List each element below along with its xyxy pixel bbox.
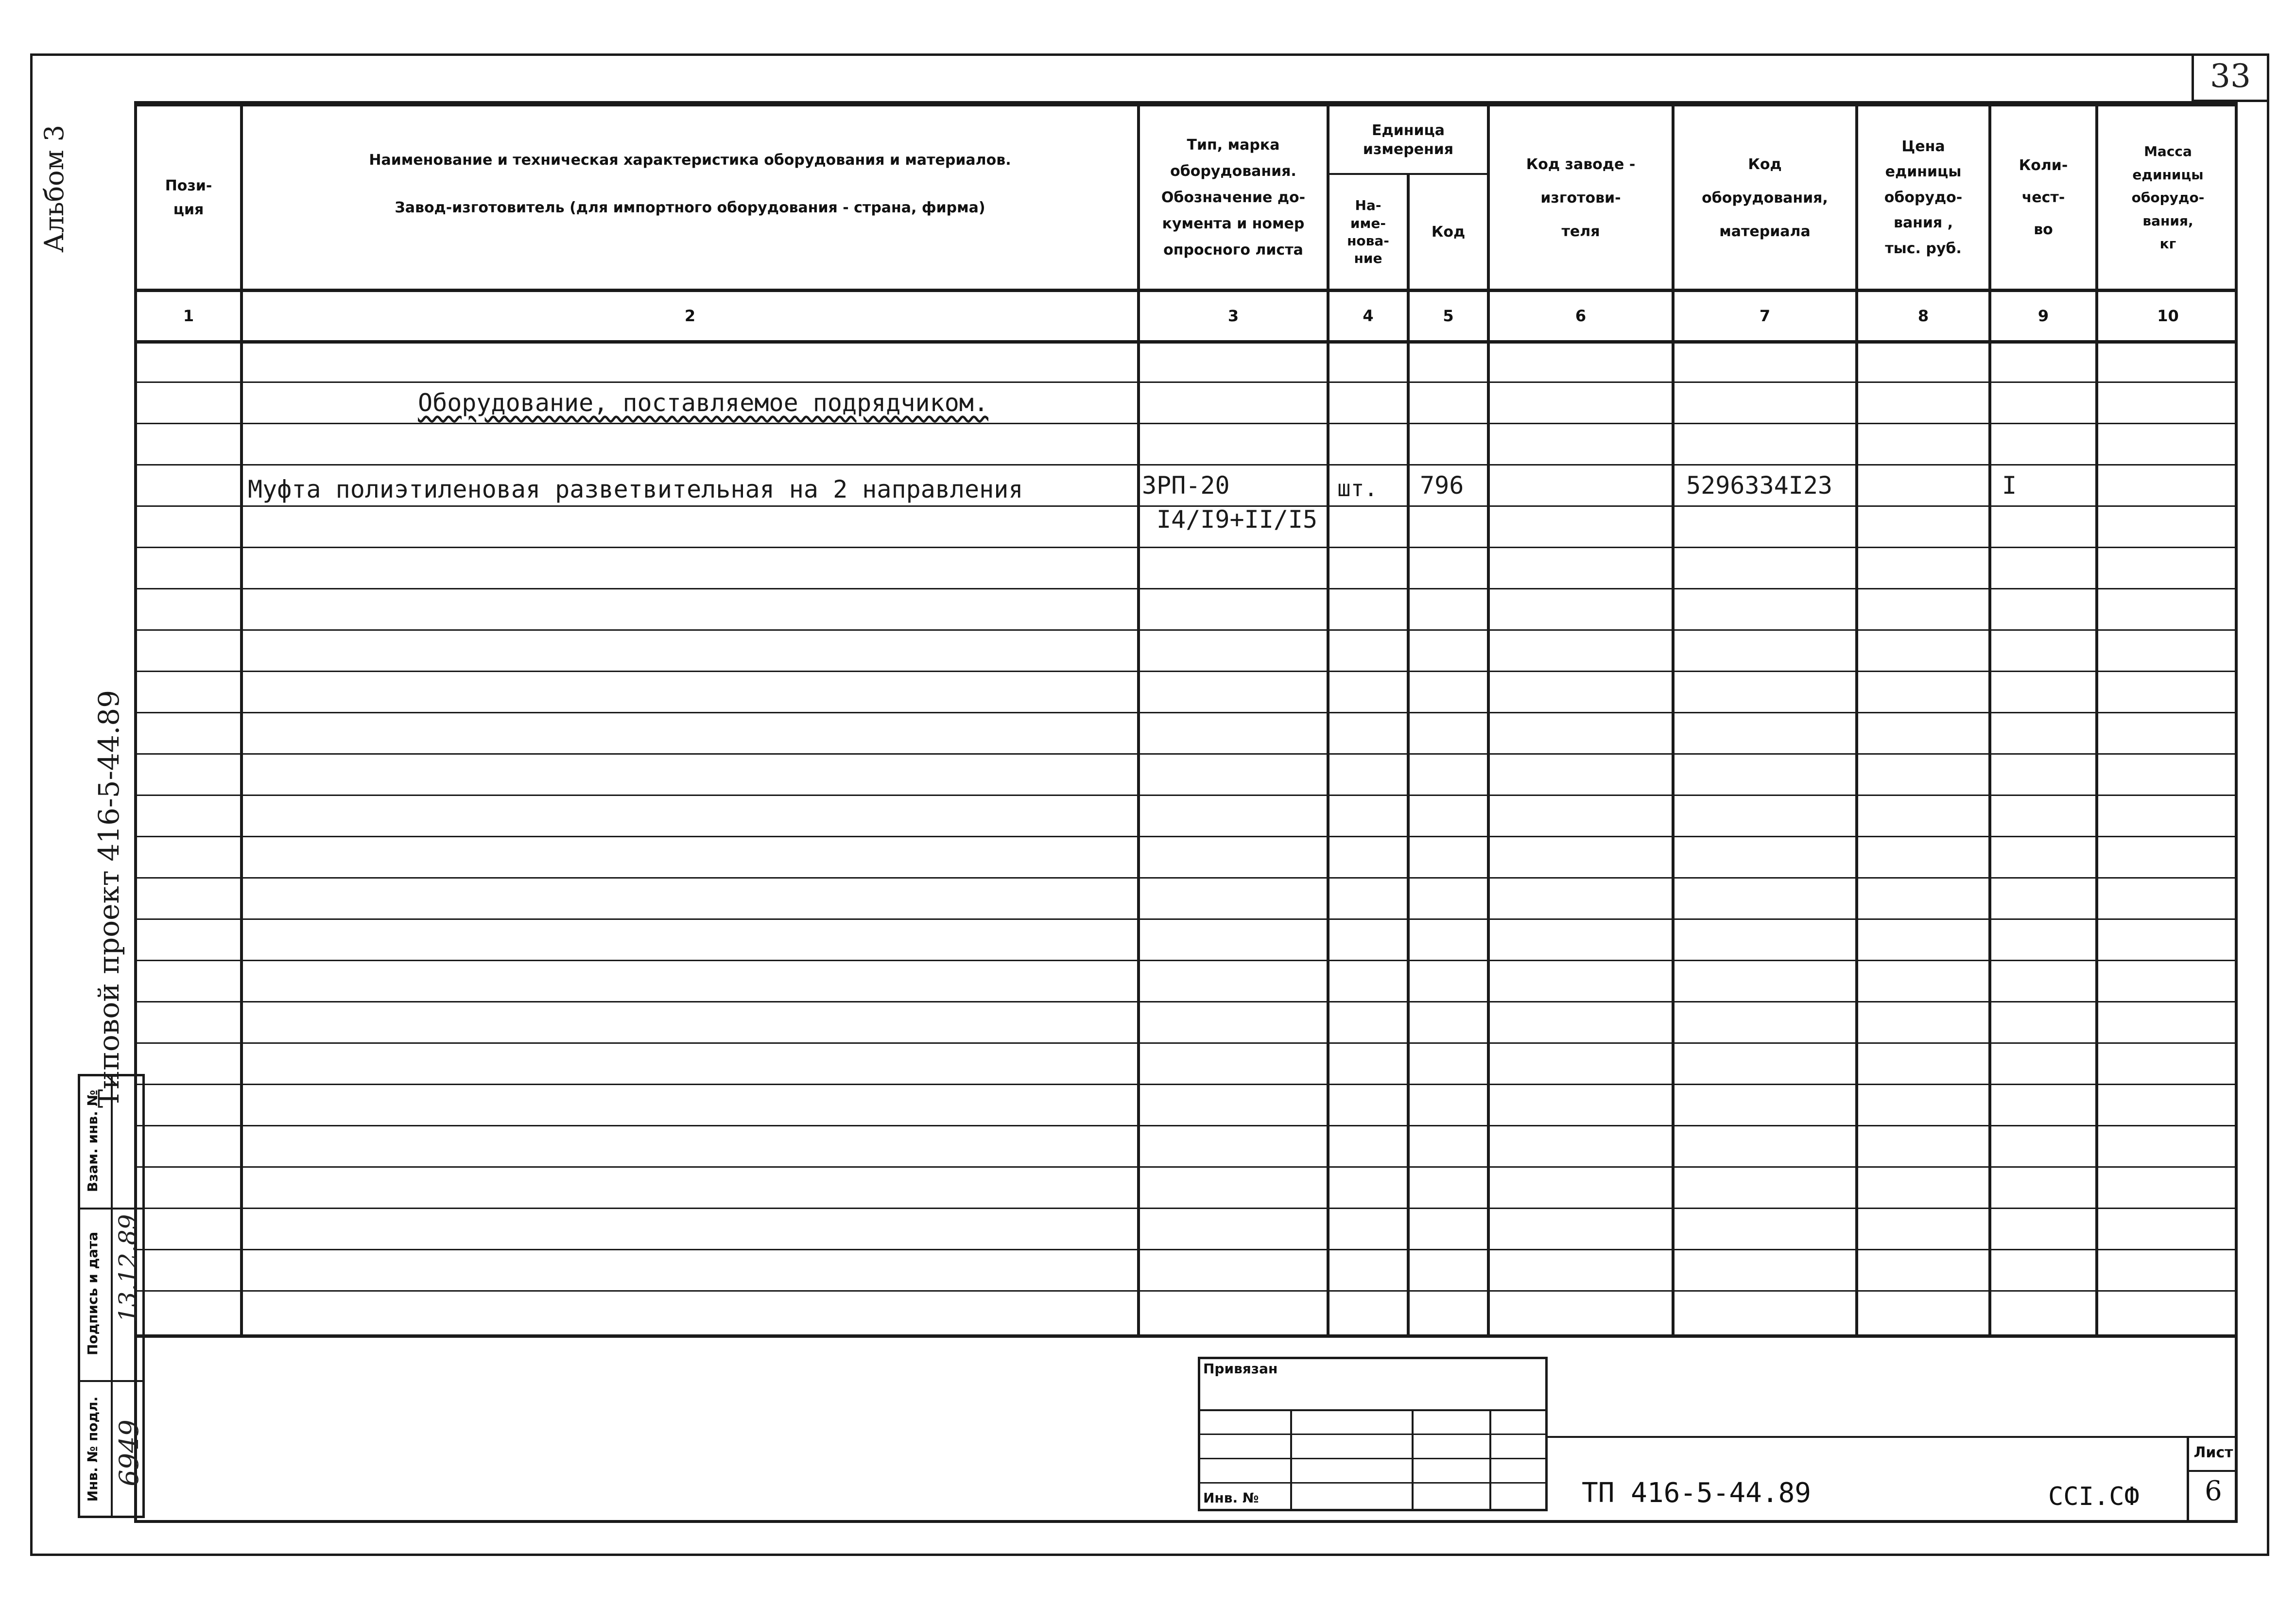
header-unit-code: Код	[1431, 224, 1466, 241]
colnum-bottom-line	[136, 340, 2238, 344]
column-number: 4	[1363, 307, 1374, 325]
column-number: 6	[1575, 307, 1587, 325]
code-suffix: ССI.СФ	[2048, 1482, 2140, 1511]
item-name: Муфта полиэтиленовая разветвительная на 2 направления	[248, 475, 1023, 503]
stamp-label-replace-inv: Взам. инв. №	[85, 1089, 101, 1192]
side-stamp-sep	[78, 1380, 145, 1382]
row-line	[136, 423, 2238, 424]
section-title: Оборудование, поставляемое подрядчиком.	[418, 389, 988, 417]
row-line	[136, 671, 2238, 672]
col-line	[240, 103, 243, 1337]
header-name-line1: Наименование и техническая характеристика оборудования и материалов.	[369, 152, 1011, 169]
row-line	[136, 1125, 2238, 1126]
item-type-line1: ЗРП-20	[1142, 471, 1230, 500]
row-line	[136, 588, 2238, 589]
side-stamp-sep	[78, 1208, 145, 1210]
title-block-line	[1548, 1436, 2238, 1438]
col-line	[1407, 173, 1410, 1337]
header-quantity: Коли- чест- во	[2019, 157, 2068, 238]
column-number: 5	[1443, 307, 1454, 325]
document-code: ТП 416-5-44.89	[1582, 1477, 1812, 1509]
inv-label: Инв. №	[1203, 1490, 1259, 1506]
column-number: 8	[1917, 307, 1929, 325]
project-label: Типовой проект 416-5-44.89	[92, 690, 125, 1108]
header-unit-name: На- име- нова- ние	[1347, 197, 1389, 267]
stamp-label-sign-date: Подпись и дата	[85, 1231, 101, 1356]
stamp-sign-date: 13.12.89	[114, 1214, 142, 1323]
row-line	[136, 753, 2238, 755]
sheet-label: Лист	[2193, 1444, 2233, 1461]
row-line	[136, 381, 2238, 383]
privyazan-line	[1198, 1458, 1548, 1459]
side-stamp-divider	[111, 1074, 113, 1518]
header-type: Тип, марка оборудования. Обозначение до- кумента и номер опросного листа	[1161, 137, 1306, 259]
row-line	[136, 918, 2238, 920]
row-line	[136, 712, 2238, 713]
item-unit-name: шт.	[1337, 475, 1378, 501]
column-number: 7	[1759, 307, 1771, 325]
row-line	[136, 1249, 2238, 1250]
row-line	[136, 836, 2238, 837]
header-unit-group: Единица измерения	[1363, 122, 1454, 158]
privyazan-label: Привязан	[1203, 1361, 1278, 1377]
item-equipment-code: 5296334I23	[1686, 471, 1833, 500]
column-number: 2	[684, 307, 696, 325]
row-line	[136, 1166, 2238, 1168]
header-price: Цена единицы оборудо- вания , тыс. руб.	[1884, 138, 1963, 257]
column-number: 1	[183, 307, 194, 325]
column-number: 3	[1227, 307, 1239, 325]
header-equipment-code: Код оборудования, материала	[1702, 156, 1828, 240]
header-factory-code: Код заводе - изготови- теля	[1526, 156, 1636, 240]
row-line	[136, 547, 2238, 548]
privyazan-line	[1198, 1409, 1548, 1411]
row-line	[136, 1290, 2238, 1292]
sheet-box-sep	[2187, 1470, 2238, 1472]
row-line	[136, 464, 2238, 466]
column-number: 10	[2157, 307, 2179, 325]
row-line	[136, 795, 2238, 796]
privyazan-col	[1489, 1409, 1491, 1511]
stamp-inv-number: 6949	[114, 1419, 144, 1486]
item-type-line2: I4/I9+II/I5	[1157, 505, 1318, 534]
table-top-line	[136, 103, 2238, 106]
sheet-number: 6	[2205, 1475, 2222, 1507]
header-position: Пози- ция	[165, 177, 212, 218]
privyazan-col	[1290, 1409, 1292, 1511]
privyazan-col	[1412, 1409, 1414, 1511]
album-label: Альбом 3	[39, 124, 69, 253]
row-line	[136, 877, 2238, 879]
row-line	[136, 1208, 2238, 1209]
column-number: 9	[2037, 307, 2049, 325]
privyazan-line	[1198, 1482, 1548, 1484]
item-unit-code: 796	[1420, 471, 1464, 500]
row-line	[136, 960, 2238, 961]
row-line	[136, 1084, 2238, 1085]
header-mass: Масса единицы оборудо- вания, кг	[2131, 143, 2205, 252]
row-line	[136, 1001, 2238, 1002]
item-quantity: I	[2002, 471, 2017, 500]
stamp-label-inv-number: Инв. № подл.	[85, 1396, 101, 1502]
page-number: 33	[2210, 57, 2251, 95]
row-line	[136, 629, 2238, 631]
header-name-line2: Завод-изготовитель (для импортного оборудования - страна, фирма)	[395, 199, 985, 216]
row-line	[136, 1042, 2238, 1044]
table-bottom-line	[136, 1334, 2238, 1338]
privyazan-line	[1198, 1434, 1548, 1435]
